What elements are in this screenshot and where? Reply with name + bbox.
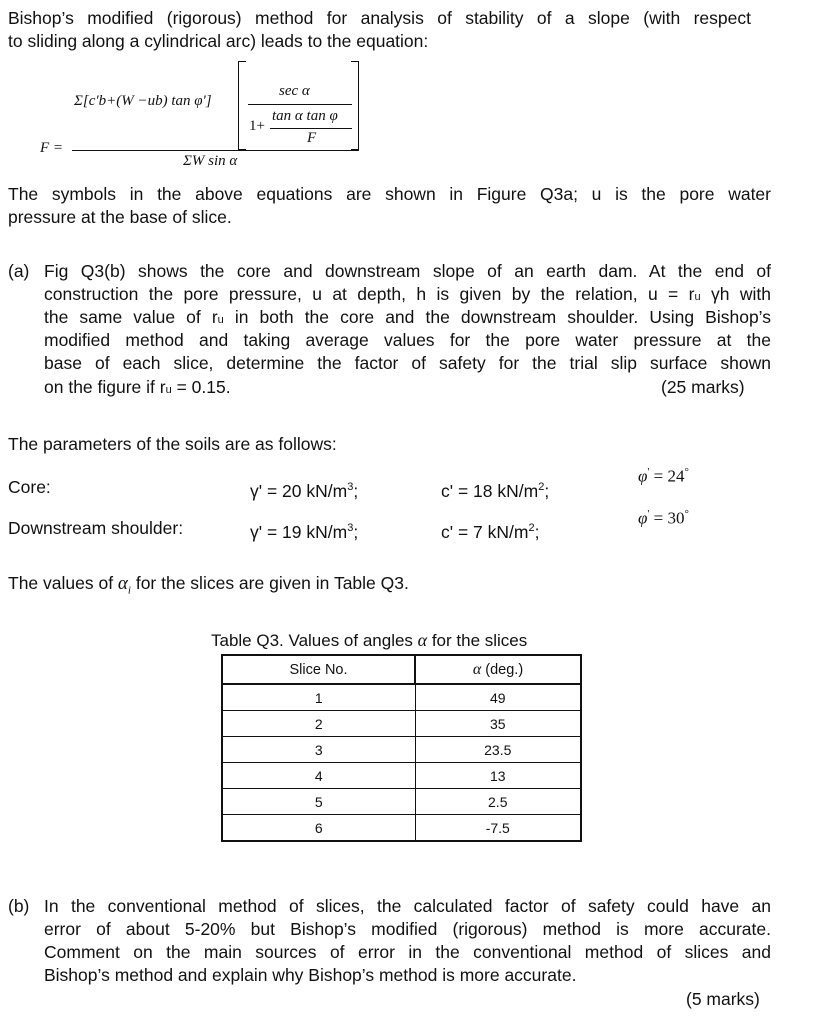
shoulder-c-sup: 2: [528, 522, 535, 534]
part-b-label: (b): [8, 896, 30, 916]
part-a-line-6-text: on the figure if r: [44, 377, 166, 397]
table-row: [222, 711, 581, 737]
header-alpha-symbol: α: [472, 660, 482, 678]
alpha-value-cell: 23.5: [415, 737, 581, 763]
alpha-table: [221, 654, 582, 842]
slice-number-cell: 2: [222, 711, 415, 737]
right-bracket: [351, 61, 359, 150]
shoulder-phi-val: = 30: [649, 508, 685, 528]
r-u-subscript: u: [694, 291, 701, 303]
table-caption-post: for the slices: [427, 631, 528, 650]
alpha-note: [8, 572, 409, 603]
part-b-marks: (5 marks): [686, 989, 760, 1009]
tan-term: tan α tan φ: [272, 108, 338, 124]
shoulder-gamma: [250, 517, 358, 544]
shoulder-cohesion: [441, 517, 539, 544]
r-u-subscript: u: [165, 384, 172, 396]
shoulder-phi-deg: °: [684, 508, 689, 520]
main-fraction-bar: [72, 150, 359, 151]
sec-alpha: sec α: [279, 83, 310, 99]
part-a-line-2-tail: γh with: [700, 284, 772, 304]
slice-number-cell: 1: [222, 684, 415, 711]
core-c-text: c' = 18 kN/m: [441, 480, 539, 501]
part-b-line-4: Bishop’s method and explain why Bishop’s method is more accurate.: [44, 965, 577, 985]
core-c-sup: 2: [538, 481, 545, 493]
part-a-line-2-text: construction the pore pressure, u at depth, h is given by the relation, u = r: [44, 284, 695, 304]
shoulder-phi: [638, 508, 689, 529]
part-b-line-1: In the conventional method of slices, the calculated factor of safety could have an: [44, 896, 771, 916]
table-caption-pre: Table Q3. Values of angles: [211, 631, 418, 650]
shoulder-label: Downstream shoulder:: [8, 518, 184, 538]
table-caption: [211, 630, 527, 651]
core-c-tail: ;: [544, 480, 550, 501]
bishop-equation: [0, 55, 813, 175]
part-a-line-6: [44, 376, 231, 403]
part-a-label: (a): [8, 261, 30, 281]
table-row: [222, 815, 581, 842]
header-deg: (deg.): [481, 661, 524, 678]
table-row: [222, 763, 581, 789]
alpha-note-pre: The values of: [8, 573, 118, 593]
part-a-line-5: base of each slice, determine the factor of safety for the trial slip surface shown: [44, 353, 771, 373]
table-row: [222, 737, 581, 763]
core-gamma-tail: ;: [353, 480, 359, 501]
header-alpha: [415, 655, 581, 684]
core-phi: [638, 466, 689, 487]
alpha-note-post: for the slices are given in Table Q3.: [130, 573, 409, 593]
part-a-line-1: Fig Q3(b) shows the core and downstream slope of an earth dam. At the end of: [44, 261, 771, 281]
part-a-line-3-tail: in both the core and the downstream shoulder. Using Bishop’s: [223, 307, 771, 327]
shoulder-phi-sup: ': [647, 508, 650, 520]
shoulder-c-text: c' = 7 kN/m: [441, 521, 529, 542]
core-label: Core:: [8, 477, 51, 497]
intro-line-2: to sliding along a cylindrical arc) leads to the equation:: [8, 31, 429, 51]
core-cohesion: [441, 476, 549, 503]
shoulder-c-tail: ;: [534, 521, 540, 542]
alpha-value-cell: 2.5: [415, 789, 581, 815]
tan-fraction-bar: [270, 128, 352, 129]
part-a-line-4: modified method and taking average values for the pore water pressure at the: [44, 330, 771, 350]
core-phi-sup: ': [647, 466, 650, 478]
numerator-sum: Σ[c'b+(W −ub) tan φ']: [74, 93, 212, 109]
table-header-row: [222, 655, 581, 684]
slice-number-cell: 6: [222, 815, 415, 842]
part-a-marks: (25 marks): [661, 377, 745, 397]
params-heading: The parameters of the soils are as follows:: [8, 434, 337, 454]
slice-number-cell: 5: [222, 789, 415, 815]
shoulder-gamma-text: γ' = 19 kN/m: [250, 521, 348, 542]
r-u-subscript: u: [217, 314, 224, 326]
alpha-subscript: i: [127, 584, 131, 597]
symbols-note-line-1: The symbols in the above equations are shown in Figure Q3a; u is the pore water: [8, 184, 771, 204]
core-phi-deg: °: [684, 466, 689, 478]
intro-line-1: Bishop’s modified (rigorous) method for analysis of stability of a slope (with respect: [8, 8, 751, 28]
symbols-note-line-2: pressure at the base of slice.: [8, 207, 232, 227]
core-gamma-text: γ' = 20 kN/m: [250, 480, 348, 501]
shoulder-phi-symbol: φ: [638, 508, 648, 528]
alpha-value-cell: 35: [415, 711, 581, 737]
equation-lhs: F =: [40, 140, 64, 156]
table-row: [222, 789, 581, 815]
core-phi-val: = 24: [649, 466, 685, 486]
shoulder-gamma-sup: 3: [347, 522, 354, 534]
alpha-value-cell: -7.5: [415, 815, 581, 842]
table-row: [222, 684, 581, 711]
left-bracket: [238, 61, 246, 150]
one-plus: 1+: [249, 118, 265, 134]
core-gamma: [250, 476, 358, 503]
core-phi-symbol: φ: [638, 466, 648, 486]
denominator-sum: ΣW sin α: [183, 153, 238, 169]
part-a-line-3-text: the same value of r: [44, 307, 218, 327]
part-b-line-3: Comment on the main sources of error in the conventional method of slices and: [44, 942, 771, 962]
F-denominator: F: [307, 130, 317, 146]
part-a-line-6-tail: = 0.15.: [171, 377, 231, 397]
alpha-value-cell: 13: [415, 763, 581, 789]
core-gamma-sup: 3: [347, 481, 354, 493]
alpha-value-cell: 49: [415, 684, 581, 711]
shoulder-gamma-tail: ;: [353, 521, 359, 542]
part-b-line-2: error of about 5-20% but Bishop’s modified (rigorous) method is more accurate.: [44, 919, 771, 939]
alpha-symbol: α: [117, 573, 128, 594]
slice-number-cell: 4: [222, 763, 415, 789]
inner-fraction-bar: [248, 104, 352, 105]
table-caption-alpha: α: [417, 630, 428, 650]
header-slice-no: Slice No.: [222, 655, 415, 684]
slice-number-cell: 3: [222, 737, 415, 763]
